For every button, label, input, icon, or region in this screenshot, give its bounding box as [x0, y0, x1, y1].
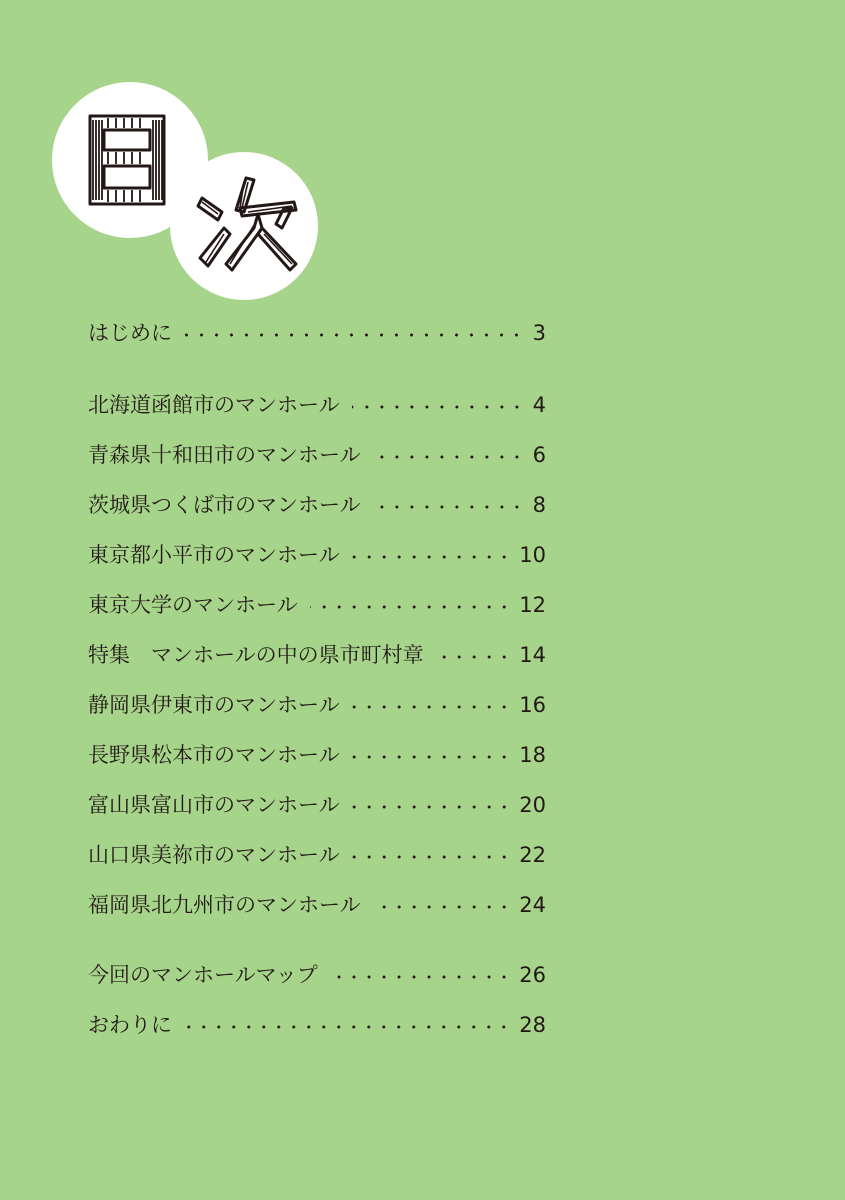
dot-leader [373, 455, 524, 459]
toc-entry-title: 北海道函館市のマンホール [88, 393, 340, 417]
toc-entry[interactable] [88, 388, 546, 422]
toc-entry-title: 東京大学のマンホール [88, 593, 298, 617]
toc-entry-page: 18 [519, 743, 546, 767]
toc-entry[interactable] [88, 788, 546, 822]
toc-entry[interactable] [88, 838, 546, 872]
dot-leader [352, 755, 512, 759]
toc-entry-title: 茨城県つくば市のマンホール [88, 493, 361, 517]
toc-entry-title: 静岡県伊東市のマンホール [88, 693, 340, 717]
toc-entry-title: 福岡県北九州市のマンホール [88, 893, 361, 917]
toc-entry-page: 8 [532, 493, 546, 517]
table-of-contents [88, 0, 546, 1200]
toc-entry[interactable] [88, 538, 546, 572]
toc-entry[interactable] [88, 958, 546, 992]
toc-entry-title: 青森県十和田市のマンホール [88, 443, 361, 467]
dot-leader [352, 855, 512, 859]
dot-leader [184, 1025, 511, 1029]
dot-leader [352, 555, 512, 559]
toc-entry-page: 16 [519, 693, 546, 717]
dot-leader [330, 975, 512, 979]
toc-entry-page: 20 [519, 793, 546, 817]
toc-entry[interactable] [88, 488, 546, 522]
toc-entry-page: 22 [519, 843, 546, 867]
toc-entry-title: 富山県富山市のマンホール [88, 793, 340, 817]
dot-leader [373, 505, 524, 509]
toc-entry-title: 長野県松本市のマンホール [88, 743, 340, 767]
toc-entry-title: はじめに [88, 321, 172, 345]
toc-entry[interactable] [88, 316, 546, 350]
toc-entry[interactable] [88, 738, 546, 772]
toc-entry[interactable] [88, 588, 546, 622]
toc-entry-page: 12 [519, 593, 546, 617]
dot-leader [352, 405, 524, 409]
toc-entry-page: 14 [519, 643, 546, 667]
toc-entry-page: 26 [519, 963, 546, 987]
dot-leader [436, 655, 512, 659]
toc-entry[interactable] [88, 438, 546, 472]
toc-entry-page: 28 [519, 1013, 546, 1037]
toc-entry-title: 東京都小平市のマンホール [88, 543, 340, 567]
toc-entry-page: 6 [532, 443, 546, 467]
toc-entry-page: 24 [519, 893, 546, 917]
dot-leader [373, 905, 512, 909]
toc-entry[interactable] [88, 888, 546, 922]
toc-entry[interactable] [88, 638, 546, 672]
toc-entry-title: 今回のマンホールマップ [88, 963, 318, 987]
dot-leader [352, 705, 512, 709]
toc-entry[interactable] [88, 1008, 546, 1042]
toc-entry-title: おわりに [88, 1013, 172, 1037]
toc-entry-page: 10 [519, 543, 546, 567]
toc-entry-page: 4 [532, 393, 546, 417]
toc-entry-page: 3 [532, 321, 546, 345]
dot-leader [310, 605, 512, 609]
dot-leader [352, 805, 512, 809]
dot-leader [184, 333, 524, 337]
toc-entry[interactable] [88, 688, 546, 722]
toc-entry-title: 山口県美祢市のマンホール [88, 843, 340, 867]
toc-entry-title: 特集 マンホールの中の県市町村章 [88, 643, 424, 667]
